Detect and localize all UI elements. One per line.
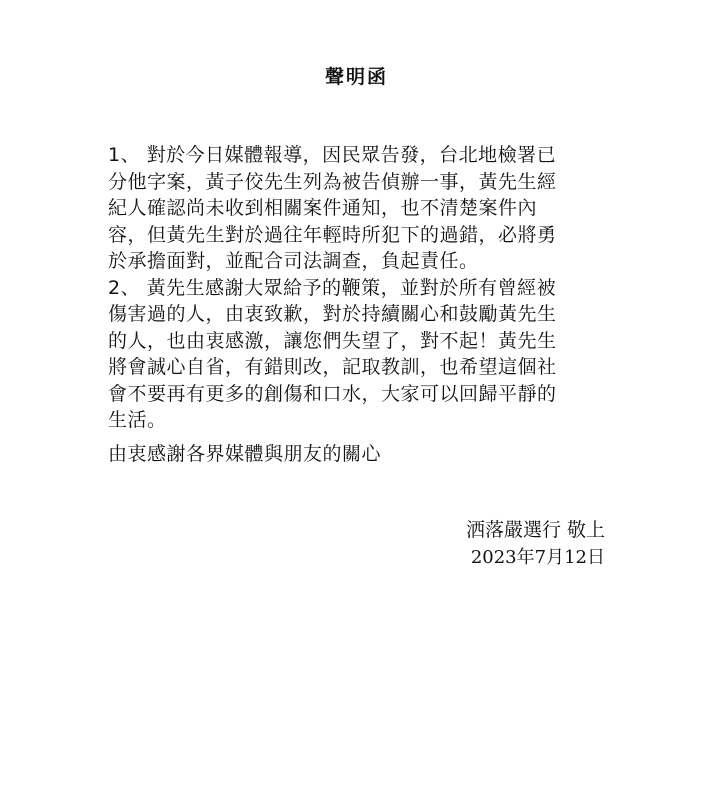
- paragraph-2-line-2: 傷害過的人，由衷致歉，對於持續關心和鼓勵黃先生: [108, 303, 557, 325]
- signature-organization: 洒落嚴選行 敬上: [465, 519, 605, 541]
- paragraph-1-line-3: 紀人確認尚未收到相關案件通知，也不清楚案件內: [108, 197, 538, 219]
- paragraph-2-line-1: 2、 黃先生感謝大眾給予的鞭策，並對於所有曾經被: [108, 276, 557, 299]
- paragraph-1-line-4: 容，但黃先生對於過往年輕時所犯下的過錯，必將勇: [108, 223, 557, 246]
- paragraph-2-line-6: 生活。: [108, 409, 167, 431]
- signature-block: [466, 516, 605, 572]
- document-title: 聲明函: [324, 66, 388, 88]
- paragraph-2-line-5: 會不要再有更多的創傷和口水，大家可以回歸平靜的: [108, 382, 557, 405]
- paragraph-1-line-1: 1、 對於今日媒體報導，因民眾告發，台北地檢署已: [108, 144, 557, 166]
- paragraph-1-line-2: 分他字案，黃子佼先生列為被告偵辦一事，黃先生經: [108, 170, 557, 193]
- signature-date: 2023年7月12日: [470, 547, 605, 568]
- paragraph-1-line-5: 於承擔面對，並配合司法調查，負起責任。: [108, 250, 479, 272]
- paragraph-2-line-4: 將會誠心自省，有錯則改，記取教訓，也希望這個社: [108, 356, 557, 378]
- statement-body: [108, 142, 628, 434]
- paragraph-2-line-3: 的人，也由衷感激，讓您們失望了，對不起！黃先生: [108, 329, 557, 352]
- gratitude-line: 由衷感謝各界媒體與朋友的關心: [108, 443, 382, 465]
